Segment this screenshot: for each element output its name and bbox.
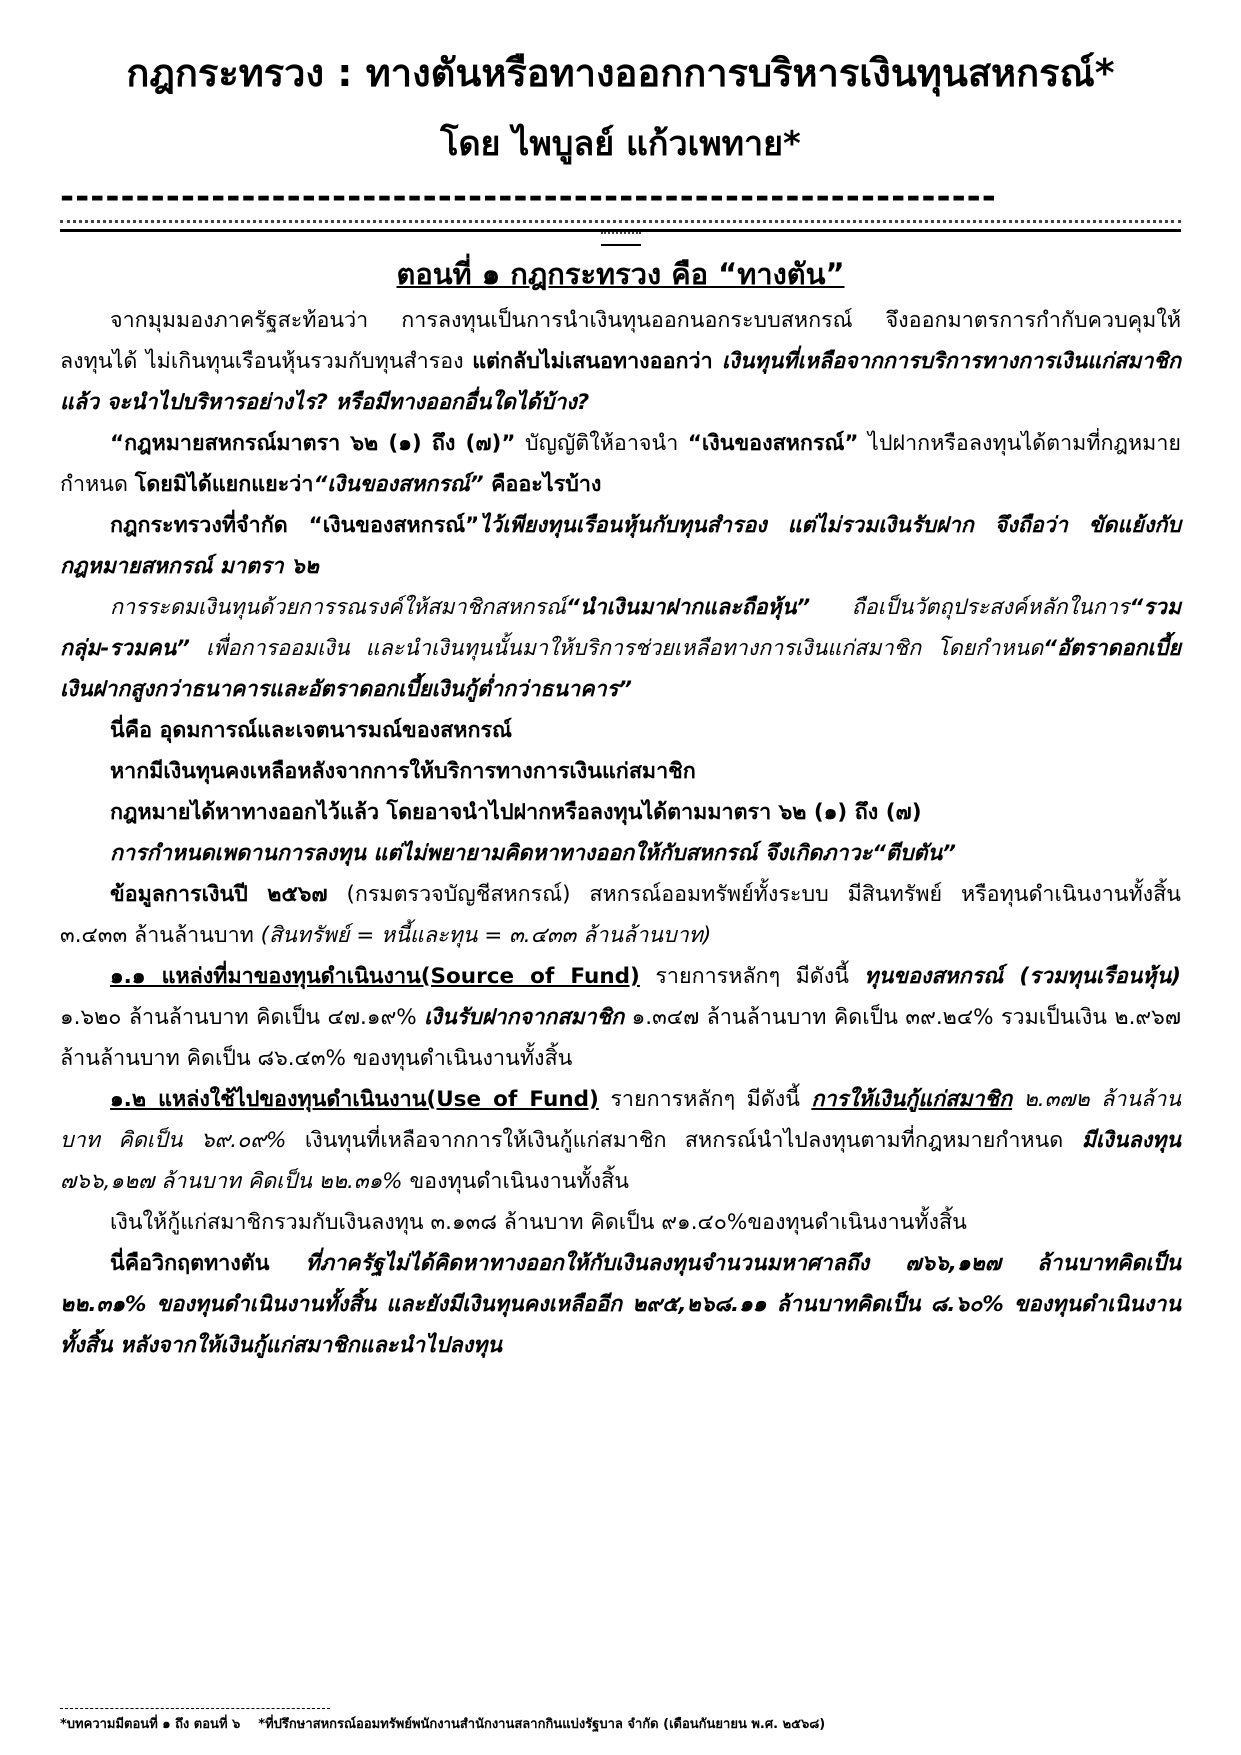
p2-text-2: ไปฝากหรือลงทุนได้ตามที่กฎหมายกำหนด <box>60 431 1181 497</box>
p10-heading: ๑.๑ แหล่งที่มาของทุนดำเนินงาน(Source of Fund) <box>110 964 640 989</box>
dash-separator: -------------------------------------------------------------- <box>60 180 997 217</box>
paragraph-1 <box>60 300 1181 423</box>
document-body <box>60 300 1181 1366</box>
paragraph-13 <box>60 1243 1181 1366</box>
section-heading: ตอนที่ ๑ กฎกระทรวง คือ “ทางตัน” <box>396 257 845 291</box>
footnote-rule <box>60 1708 330 1709</box>
paragraph-6: หากมีเงินทุนคงเหลือหลังจากการให้บริการทางการเงินแก่สมาชิก <box>110 759 696 784</box>
paragraph-8: การกำหนดเพดานการลงทุน แต่ไม่พยายามคิดหาทางออกให้กับสหกรณ์ จึงเกิดภาวะ“ตีบตัน” <box>110 841 957 866</box>
p11-italic-2: ๗๖๖,๑๒๗ ล้านบาท คิดเป็น ๒๒.๓๑% <box>60 1169 403 1194</box>
p13-bold-italic: ที่ภาครัฐไม่ได้คิดหาทางออกให้กับเงินลงทุนจำนวนมหาศาลถึง ๗๖๖,๑๒๗ ล้านบาทคิดเป็น ๒๒.๓๑% ของทุนดำเนินงานทั้งสิ้น และยังมีเงินทุนคงเหลืออีก ๒๙๕,๒๖๘.๑๑ ล้านบาทคิดเป็น ๘.๖๐% ของทุนดำเนินงานทั้งสิ้น หลังจากให้เงินกู้แก่สมาชิกและนำไปลงทุน <box>60 1251 1182 1358</box>
p10-text-2: ๑.๖๒๐ ล้านล้านบาท คิดเป็น ๔๗.๑๙% <box>60 1005 425 1030</box>
p11-italic: ๒.๓๗๒ ล้านล้านบาท คิดเป็น ๖๙.๐๙% <box>60 1087 1182 1153</box>
p2-coop-money-italic: “เงินของสหกรณ์” <box>313 472 484 497</box>
p1-bold-italic: เงินทุนที่เหลือจากการบริการทางการเงินแก่สมาชิกแล้ว จะนำไปบริหารอย่างไร? หรือมีทางออกอื่นใดได้บ้าง? <box>60 349 1182 415</box>
p9-bold: ข้อมูลการเงินปี ๒๕๖๗ <box>110 882 328 907</box>
p1-bold: แต่กลับไม่เสนอทางออกว่า <box>472 349 722 374</box>
paragraph-3 <box>60 505 1181 587</box>
footnotes <box>60 1714 825 1736</box>
paragraph-11 <box>60 1079 1181 1202</box>
p9-text: (กรมตรวจบัญชีสหกรณ์) สหกรณ์ออมทรัพย์ทั้งระบบ มีสินทรัพย์ หรือทุนดำเนินงานทั้งสิ้น ๓.๔๓๓ ล้านล้านบาท <box>60 882 1182 948</box>
p4-italic-2: ถือเป็นวัตถุประสงค์หลักในการ <box>810 595 1130 620</box>
p11-bold-italic: การให้เงินกู้แก่สมาชิก <box>811 1087 1013 1112</box>
paragraph-12: เงินให้กู้แก่สมาชิกรวมกับเงินลงทุน ๓.๑๓๘ ล้านบาท คิดเป็น ๙๑.๔๐%ของทุนดำเนินงานทั้งสิ้น <box>110 1210 967 1235</box>
p4-italic-3: เพื่อการออมเงิน และนำเงินทุนนั้นมาให้บริการช่วยเหลือทางการเงินแก่สมาชิก โดยกำหนด <box>190 636 1044 661</box>
document-title: กฎกระทรวง : ทางตันหรือทางออกการบริหารเงินทุนสหกรณ์* <box>126 51 1115 95</box>
paragraph-2 <box>60 423 1181 505</box>
p10-text: รายการหลักๆ มีดังนี้ <box>639 964 865 989</box>
p1-text: จากมุมมองภาครัฐสะท้อนว่า การลงทุนเป็นการนำเงินทุนออกนอกระบบสหกรณ์ จึงออกมาตรการกำกับควบคุมให้ลงทุนได้ ไม่เกินทุนเรือนหุ้นรวมกับทุนสำรอง <box>60 308 1181 374</box>
p10-text-3: ๑.๓๔๗ ล้านล้านบาท คิดเป็น ๓๙.๒๔% รวมเป็นเงิน ๒.๙๖๗ ล้านล้านบาท คิดเป็น ๘๖.๔๓% ของทุนดำเนินงานทั้งสิ้น <box>60 1005 1181 1071</box>
p2-bold: โดยมิได้แยกแยะว่า <box>134 472 314 497</box>
p11-heading: ๑.๒ แหล่งใช้ไปของทุนดำเนินงาน(Use of Fund) <box>110 1087 599 1112</box>
paragraph-5: นี่คือ อุดมการณ์และเจตนารมณ์ของสหกรณ์ <box>110 718 512 743</box>
p10-bold-italic: ทุนของสหกรณ์ (รวมทุนเรือนหุ้น) <box>864 964 1182 989</box>
p4-bold-italic-2: “รวมกลุ่ม-รวมคน” <box>60 595 1181 661</box>
p2-law-ref: “กฎหมายสหกรณ์มาตรา ๖๒ (๑) ถึง (๗)” <box>110 431 516 456</box>
p11-bold-italic-2: มีเงินลงทุน <box>1081 1128 1181 1153</box>
p11-text: รายการหลักๆ มีดังนี้ <box>598 1087 812 1112</box>
paragraph-10 <box>60 956 1181 1079</box>
paragraph-4 <box>60 587 1181 710</box>
p3-bold-italic: ไว้เพียงทุนเรือนหุ้นกับทุนสำรอง แต่ไม่รวมเงินรับฝาก จึงถือว่า ขัดแย้งกับกฎหมายสหกรณ์ มาตรา ๖๒ <box>60 513 1181 579</box>
p4-bold-italic: “นำเงินมาฝากและถือหุ้น” <box>565 595 811 620</box>
p9-italic: (สินทรัพย์ = หนี้และทุน = ๓.๔๓๓ ล้านล้านบาท) <box>260 923 712 948</box>
p11-text-2: เงินทุนที่เหลือจากการให้เงินกู้แก่สมาชิก สหกรณ์นำไปลงทุนตามที่กฎหมายกำหนด <box>286 1128 1082 1153</box>
footnote-series: *บทความมีตอนที่ ๑ ถึง ตอนที่ ๖ <box>60 1717 241 1732</box>
short-rule <box>601 232 641 246</box>
p2-coop-money: “เงินของสหกรณ์” <box>687 431 859 456</box>
p2-end: คืออะไรบ้าง <box>483 472 602 497</box>
author-line: โดย ไพบูลย์ แก้วเพทาย* <box>440 124 801 164</box>
p11-text-3: ของทุนดำเนินงานทั้งสิ้น <box>402 1169 629 1194</box>
p4-bold-italic-3: “อัตราดอกเบี้ยเงินฝากสูงกว่าธนาคารและอัตราดอกเบี้ยเงินกู้ต่ำกว่าธนาคาร” <box>60 636 1181 702</box>
dotted-rule <box>60 220 1181 223</box>
p4-italic: การระดมเงินทุนด้วยการรณรงค์ให้สมาชิกสหกรณ์ <box>110 595 566 620</box>
paragraph-7: กฎหมายได้หาทางออกไว้แล้ว โดยอาจนำไปฝากหรือลงทุนได้ตามมาตรา ๖๒ (๑) ถึง (๗) <box>110 800 922 825</box>
p3-bold: กฎกระทรวงที่จำกัด “เงินของสหกรณ์” <box>110 513 480 538</box>
p2-text: บัญญัติให้อาจนำ <box>515 431 688 456</box>
p10-bold-italic-2: เงินรับฝากจากสมาชิก <box>424 1005 625 1030</box>
p13-bold: นี่คือวิกฤตทางตัน <box>110 1251 306 1276</box>
paragraph-9 <box>60 874 1181 956</box>
footnote-author: *ที่ปรึกษาสหกรณ์ออมทรัพย์พนักงานสำนักงานสลากกินแบ่งรัฐบาล จำกัด (เดือนกันยายน พ.ศ. ๒๕๖๘) <box>258 1717 826 1732</box>
